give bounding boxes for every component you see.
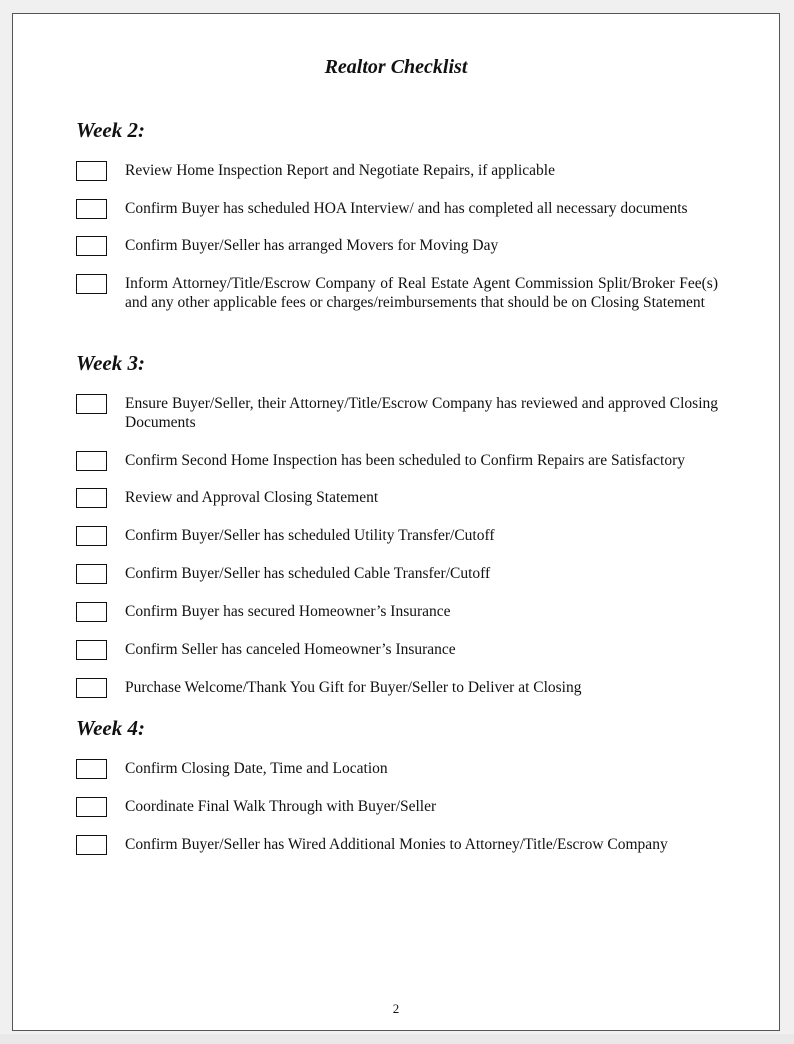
checkbox[interactable] — [76, 835, 107, 855]
checklist-item-text: Confirm Buyer/Seller has arranged Movers for Moving Day — [125, 237, 499, 254]
week-2-heading: Week 2: — [76, 118, 145, 142]
checkbox[interactable] — [76, 797, 107, 817]
checklist-item-text: Confirm Buyer has scheduled HOA Interview/ and has completed all necessary documents — [125, 200, 688, 217]
checklist-item-text: Review and Approval Closing Statement — [125, 489, 379, 506]
checklist-item-text: Confirm Second Home Inspection has been scheduled to Confirm Repairs are Satisfactory — [125, 452, 686, 469]
checklist-item-text: Review Home Inspection Report and Negotiate Repairs, if applicable — [125, 162, 555, 179]
checkbox[interactable] — [76, 678, 107, 698]
week-3-heading: Week 3: — [76, 351, 145, 375]
checklist-item-text: Coordinate Final Walk Through with Buyer/Seller — [125, 798, 437, 815]
checkbox[interactable] — [76, 236, 107, 256]
checklist-item-text: Purchase Welcome/Thank You Gift for Buyer/Seller to Deliver at Closing — [125, 679, 582, 696]
checkbox[interactable] — [76, 759, 107, 779]
checkbox[interactable] — [76, 274, 107, 294]
page-bottom-margin — [0, 1034, 794, 1044]
checkbox[interactable] — [76, 451, 107, 471]
checklist-item-text: Confirm Buyer/Seller has scheduled Cable Transfer/Cutoff — [125, 565, 491, 582]
checklist-item-text: Confirm Buyer has secured Homeowner’s Insurance — [125, 603, 451, 620]
checklist-item-text: Confirm Buyer/Seller has scheduled Utility Transfer/Cutoff — [125, 527, 495, 544]
checklist-item-text: Inform Attorney/Title/Escrow Company of Real Estate Agent Commission Split/Broker Fee(s) and any other applicable fees or charges/reimbursements that should be on Closing Statement — [125, 275, 718, 311]
checklist-item-text: Confirm Closing Date, Time and Location — [125, 760, 388, 777]
checklist-item-text: Ensure Buyer/Seller, their Attorney/Title/Escrow Company has reviewed and approved Closing Documents — [125, 395, 718, 431]
checkbox[interactable] — [76, 199, 107, 219]
checkbox[interactable] — [76, 394, 107, 414]
page-number: 2 — [392, 1001, 400, 1016]
document-page — [12, 13, 780, 1031]
page-title: Realtor Checklist — [324, 56, 468, 78]
checkbox[interactable] — [76, 488, 107, 508]
checkbox[interactable] — [76, 564, 107, 584]
checklist-item-text: Confirm Buyer/Seller has Wired Additional Monies to Attorney/Title/Escrow Company — [125, 836, 668, 853]
checkbox[interactable] — [76, 526, 107, 546]
checkbox[interactable] — [76, 640, 107, 660]
week-4-heading: Week 4: — [76, 716, 145, 740]
checkbox[interactable] — [76, 602, 107, 622]
checklist-item-text: Confirm Seller has canceled Homeowner’s Insurance — [125, 641, 456, 658]
checkbox[interactable] — [76, 161, 107, 181]
